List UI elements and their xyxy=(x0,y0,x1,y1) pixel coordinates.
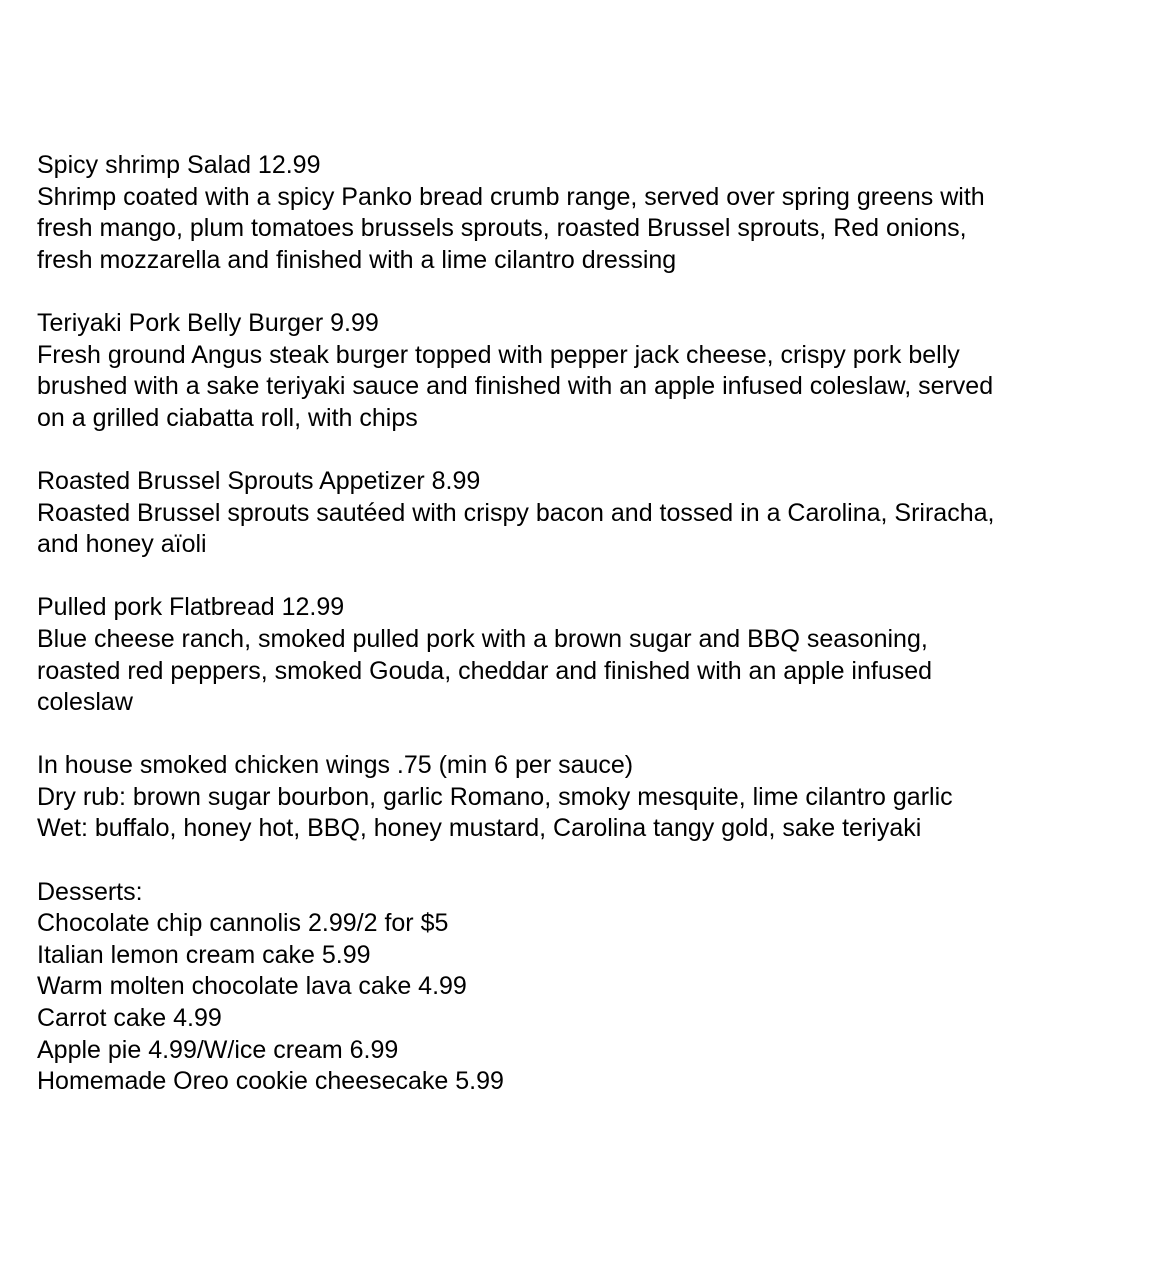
item-description-line: Blue cheese ranch, smoked pulled pork with a brown sugar and BBQ seasoning, xyxy=(37,624,928,653)
item-description-line: roasted red peppers, smoked Gouda, cheddar and finished with an apple infused xyxy=(37,656,933,685)
dry-rub-line: Dry rub: brown sugar bourbon, garlic Romano, smoky mesquite, lime cilantro garlic xyxy=(37,782,953,811)
dessert-item: Homemade Oreo cookie cheesecake 5.99 xyxy=(37,1067,504,1096)
item-title: Teriyaki Pork Belly Burger 9.99 xyxy=(37,308,379,337)
item-title: Roasted Brussel Sprouts Appetizer 8.99 xyxy=(37,466,481,495)
item-description-line: brushed with a sake teriyaki sauce and finished with an apple infused coleslaw, served xyxy=(37,372,994,401)
item-description-line: fresh mango, plum tomatoes brussels sprouts, roasted Brussel sprouts, Red onions, xyxy=(37,214,967,243)
item-description-line: coleslaw xyxy=(37,688,133,717)
item-description-line: and honey aïoli xyxy=(37,530,207,559)
item-description-line: Shrimp coated with a spicy Panko bread crumb range, served over spring greens with xyxy=(37,182,985,211)
dessert-item: Italian lemon cream cake 5.99 xyxy=(37,940,371,969)
item-description-line: Fresh ground Angus steak burger topped with pepper jack cheese, crispy pork belly xyxy=(37,340,960,369)
desserts-section xyxy=(37,877,1137,1098)
item-title: In house smoked chicken wings .75 (min 6 per sauce) xyxy=(37,751,634,780)
dessert-item: Chocolate chip cannolis 2.99/2 for $5 xyxy=(37,909,449,938)
dessert-item: Apple pie 4.99/W/ice cream 6.99 xyxy=(37,1035,399,1064)
desserts-heading: Desserts: xyxy=(37,877,143,906)
dessert-item: Carrot cake 4.99 xyxy=(37,1004,222,1033)
item-description-line: on a grilled ciabatta roll, with chips xyxy=(37,403,418,432)
item-description-line: fresh mozzarella and finished with a lime cilantro dressing xyxy=(37,245,677,274)
dessert-item: Warm molten chocolate lava cake 4.99 xyxy=(37,972,467,1001)
menu-item-spicy-shrimp-salad xyxy=(37,150,1137,276)
item-title: Spicy shrimp Salad 12.99 xyxy=(37,151,321,179)
menu-item-teriyaki-pork-belly-burger xyxy=(37,308,1137,434)
menu-text xyxy=(37,150,1137,1129)
menu-item-pulled-pork-flatbread xyxy=(37,592,1137,718)
item-title: Pulled pork Flatbread 12.99 xyxy=(37,593,345,622)
menu-item-chicken-wings xyxy=(37,750,1137,845)
item-description-line: Roasted Brussel sprouts sautéed with crispy bacon and tossed in a Carolina, Sriracha, xyxy=(37,498,995,527)
menu-item-roasted-brussel-sprouts xyxy=(37,466,1137,561)
wet-sauce-line: Wet: buffalo, honey hot, BBQ, honey mustard, Carolina tangy gold, sake teriyaki xyxy=(37,814,922,843)
